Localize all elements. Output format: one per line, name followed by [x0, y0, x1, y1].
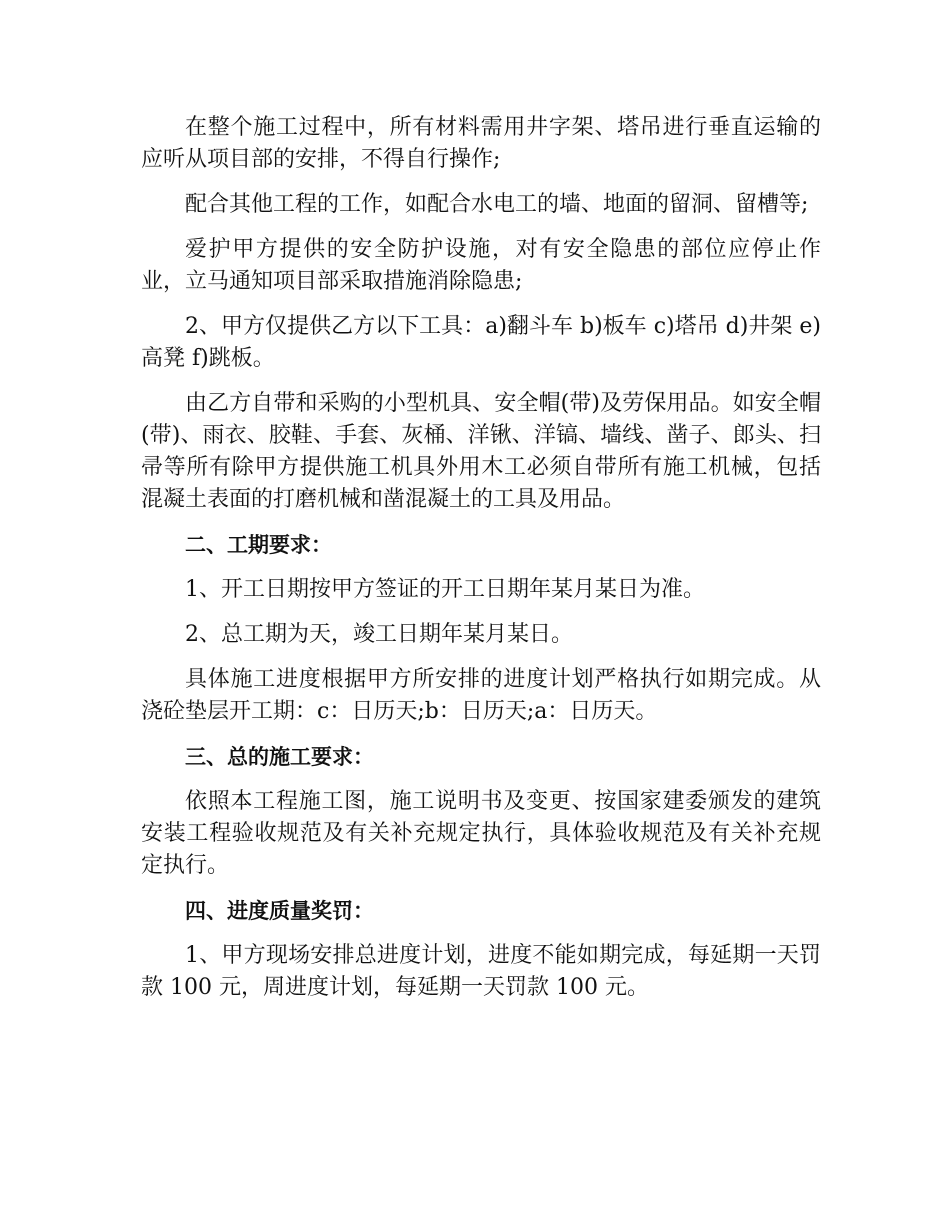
paragraph: 在整个施工过程中，所有材料需用井字架、塔吊进行垂直运输的应听从项目部的安排，不得自行操作;: [141, 115, 821, 172]
document-body: [141, 112, 821, 1017]
paragraph: 2、总工期为天，竣工日期年某月某日。: [185, 622, 573, 647]
paragraph: 1、甲方现场安排总进度计划，进度不能如期完成，每延期一天罚款 100 元，周进度计划，每延期一天罚款 100 元。: [141, 943, 821, 1000]
paragraph: 配合其他工程的工作，如配合水电工的墙、地面的留洞、留槽等;: [185, 192, 809, 217]
paragraph: 由乙方自带和采购的小型机具、安全帽(带)及劳保用品。如安全帽(带)、雨衣、胶鞋、手套、灰桶、洋锹、洋镐、墙线、凿子、郎头、扫帚等所有除甲方提供施工机具外用木工必须自带所有施工机械，包括混凝土表面的打磨机械和凿混凝土的工具及用品。: [141, 391, 821, 512]
paragraph: 1、开工日期按甲方签证的开工日期年某月某日为准。: [185, 577, 705, 602]
paragraph: 具体施工进度根据甲方所安排的进度计划严格执行如期完成。从浇砼垫层开工期：c：日历天;b：日历天;a：日历天。: [141, 667, 821, 724]
paragraph: 2、甲方仅提供乙方以下工具：a)翻斗车 b)板车 c)塔吊 d)井架 e)高凳 f)跳板。: [141, 314, 821, 371]
section-heading: 三、总的施工要求：: [185, 745, 374, 769]
section-heading: 四、进度质量奖罚：: [185, 899, 374, 923]
section-heading: 二、工期要求：: [185, 533, 332, 557]
paragraph: 依照本工程施工图，施工说明书及变更、按国家建委颁发的建筑安装工程验收规范及有关补充规定执行，具体验收规范及有关补充规定执行。: [141, 789, 821, 878]
paragraph: 爱护甲方提供的安全防护设施，对有安全隐患的部位应停止作业，立马通知项目部采取措施消除隐患;: [141, 237, 821, 294]
